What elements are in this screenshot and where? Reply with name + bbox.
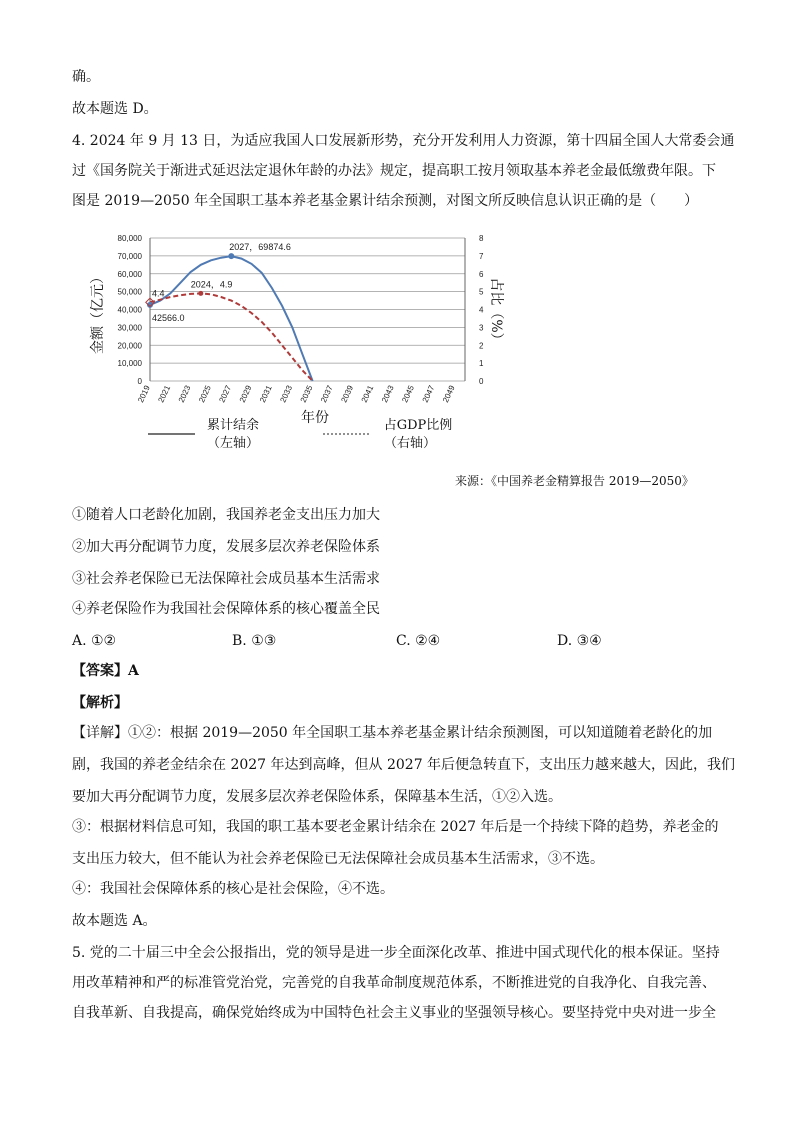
y-left-axis-title: 金额（亿元）: [90, 270, 106, 354]
x-tick-label: 2049: [440, 384, 457, 404]
y-right-tick-label: 1: [479, 359, 484, 369]
x-tick-label: 2021: [156, 384, 173, 404]
x-tick-label: 2045: [400, 384, 417, 404]
y-right-axis-title: 占比（%）: [488, 277, 504, 347]
option-1: ①随着人口老龄化加剧，我国养老金支出压力加大: [72, 507, 380, 523]
data-label: 42566.0: [152, 312, 185, 323]
question-5-line: 自我革新、自我提高，确保党始终成为中国特色社会主义事业的坚强领导核心。要坚持党中央对进一步全: [72, 1005, 716, 1021]
x-axis-title: 年份: [301, 410, 329, 426]
y-left-tick-label: 0: [137, 377, 142, 386]
y-right-tick-label: 3: [479, 323, 484, 333]
x-tick-label: 2047: [420, 384, 437, 404]
legend-label: 占GDP比例: [383, 418, 453, 433]
y-left-tick-label: 40,000: [117, 305, 142, 315]
question-5-line: 5. 党的二十届三中全会公报指出，党的领导是进一步全面深化改革、推进中国式现代化的根本保证。坚持: [72, 945, 720, 961]
question-4-line: 4. 2024 年 9 月 13 日，为适应我国人口发展新形势，充分开发利用人力资源，第十四届全国人大常委会通: [72, 133, 735, 149]
y-left-tick-label: 20,000: [117, 341, 142, 351]
option-2: ②加大再分配调节力度，发展多层次养老保险体系: [72, 539, 380, 555]
answer-label: 【答案】A: [72, 663, 139, 679]
y-left-tick-label: 70,000: [117, 251, 142, 261]
pension-forecast-chart: [80, 220, 504, 460]
option-4: ④养老保险作为我国社会保障体系的核心覆盖全民: [72, 601, 380, 617]
chart-source: 来源：《中国养老金精算报告 2019—2050》: [455, 474, 694, 488]
x-tick-label: 2035: [298, 384, 315, 404]
analysis-label: 【解析】: [72, 695, 128, 711]
data-label: 4.4: [152, 288, 165, 299]
legend-label: （右轴）: [383, 436, 437, 451]
chart-grid: [150, 238, 465, 381]
gdp-peak-marker: [198, 291, 203, 296]
y-right-tick-label: 4: [479, 305, 484, 315]
y-right-tick-label: 2: [479, 341, 484, 351]
y-left-tick-label: 10,000: [117, 359, 142, 369]
legend-label: 累计结余: [206, 418, 260, 433]
x-tick-label: 2039: [339, 384, 356, 404]
explain-line: ④：我国社会保障体系的核心是社会保险，④不选。: [72, 881, 394, 897]
data-label: 2027，69874.6: [229, 242, 291, 253]
x-tick-label: 2037: [319, 384, 335, 404]
text-line: 确。: [72, 69, 100, 85]
y-left-tick-label: 50,000: [117, 287, 142, 297]
x-tick-label: 2029: [237, 384, 254, 404]
explain-line: 故本题选 A。: [72, 913, 157, 929]
y-right-tick-label: 5: [479, 287, 484, 297]
x-tick-label: 2041: [359, 384, 376, 404]
choice-b: B. ①③: [232, 633, 277, 649]
x-tick-label: 2027: [217, 384, 234, 404]
explain-line: 支出压力较大，但不能认为社会养老保险已无法保障社会成员基本生活需求，③不选。: [72, 851, 604, 867]
x-tick-label: 2025: [197, 384, 213, 404]
y-left-tick-label: 60,000: [117, 269, 142, 279]
data-label: 2024，4.9: [190, 279, 233, 290]
explain-line: 剧，我国的养老金结余在 2027 年达到高峰，但从 2027 年后便急转直下，支出压力越来越大，因此，我们: [72, 757, 736, 773]
y-left-tick-label: 30,000: [117, 323, 142, 333]
x-tick-label: 2023: [176, 384, 193, 404]
y-right-tick-label: 6: [479, 269, 484, 279]
peak-marker: [228, 253, 234, 259]
y-right-tick-label: 7: [479, 251, 484, 261]
x-tick-label: 2043: [380, 384, 396, 404]
question-4-line: 过《国务院关于渐进式延迟法定退休年龄的办法》规定，提高职工按月领取基本养老金最低缴费年限。下: [72, 163, 716, 179]
x-tick-label: 2033: [278, 384, 295, 404]
question-4-line: 图是 2019—2050 年全国职工基本养老基金累计结余预测，对图文所反映信息认识正确的是（ ）: [72, 193, 699, 209]
choice-d: D. ③④: [557, 633, 602, 649]
x-tick-label: 2019: [136, 384, 152, 404]
legend-label: （左轴）: [206, 436, 260, 451]
y-right-tick-label: 0: [479, 377, 484, 386]
y-left-tick-label: 80,000: [117, 234, 142, 243]
option-3: ③社会养老保险已无法保障社会成员基本生活需求: [72, 571, 380, 587]
y-right-tick-label: 8: [479, 234, 484, 243]
explain-line: ③：根据材料信息可知，我国的职工基本要老金累计结余在 2027 年后是一个持续下降的趋势，养老金的: [72, 819, 719, 835]
choice-c: C. ②④: [396, 633, 441, 649]
series-line-gdp-share: [150, 293, 313, 381]
explain-line: 要加大再分配调节力度，发展多层次养老保险体系，保障基本生活，①②入选。: [72, 789, 562, 805]
question-5-line: 用改革精神和严的标准管党治党，完善党的自我革命制度规范体系，不断推进党的自我净化、自我完善、: [72, 975, 716, 991]
x-tick-label: 2031: [258, 384, 274, 404]
choice-a: A. ①②: [72, 633, 117, 649]
text-line: 故本题选 D。: [72, 101, 158, 117]
explain-line: 【详解】①②：根据 2019—2050 年全国职工基本养老基金累计结余预测图，可以知道随着老龄化的加: [72, 725, 713, 741]
